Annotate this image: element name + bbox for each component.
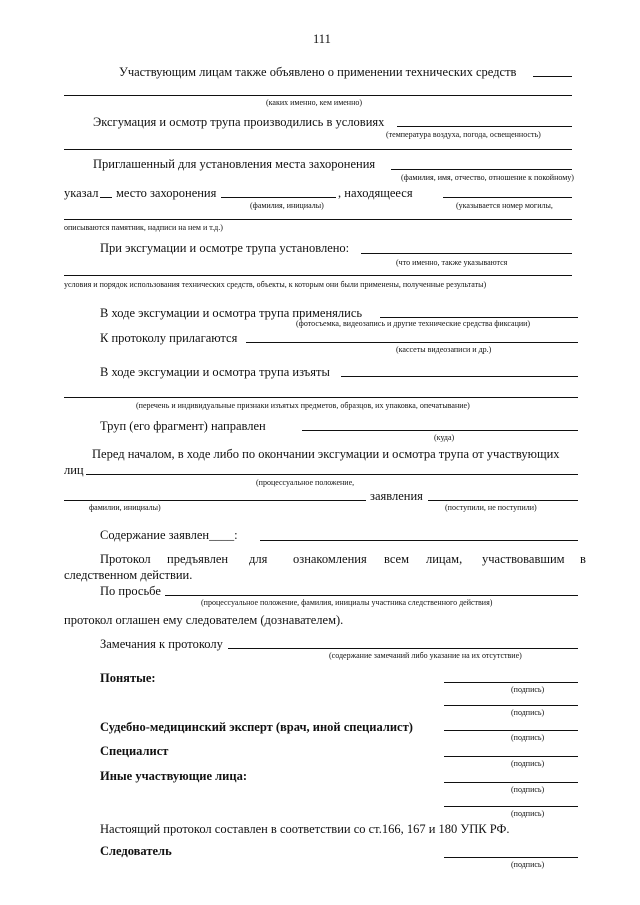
procedural-hint: (процессуальное положение, — [256, 478, 355, 487]
invited-hint: (фамилия, имя, отчество, отношение к покойному) — [401, 173, 574, 182]
presented-word: ознакомления — [293, 552, 367, 566]
request-label: По просьбе — [100, 584, 161, 598]
burial-place-label: место захоронения — [116, 186, 217, 200]
content-line[interactable] — [260, 540, 578, 541]
witness-2-signature-line[interactable] — [444, 705, 578, 706]
statement-names-line[interactable] — [64, 500, 366, 501]
attached-text: К протоколу прилагаются — [100, 331, 238, 345]
statements-line[interactable] — [428, 500, 578, 501]
presented-word: предъявлен — [167, 552, 229, 566]
remarks-hint: (содержание замечаний либо указание на их отсутствие) — [329, 651, 522, 660]
seized-text: В ходе эксгумации и осмотра трупа изъяты — [100, 365, 330, 379]
participants-line[interactable] — [533, 76, 572, 77]
others-label: Иные участвующие лица: — [100, 769, 247, 783]
witnesses-label: Понятые: — [100, 671, 156, 685]
participants-hint: (каких именно, кем именно) — [266, 98, 363, 107]
attached-line[interactable] — [246, 342, 578, 343]
seized-line[interactable] — [341, 376, 578, 377]
sent-hint: (куда) — [434, 433, 455, 442]
applied-line[interactable] — [380, 317, 578, 318]
sent-line[interactable] — [302, 430, 578, 431]
remarks-line[interactable] — [228, 648, 578, 649]
signature-hint: (подпись) — [511, 733, 545, 742]
pointed-label: указал — [64, 186, 99, 200]
before-text: Перед началом, в ходе либо по окончании эксгумации и осмотра трупа от участвующих — [92, 447, 560, 461]
request-line[interactable] — [165, 595, 578, 596]
established-text: При эксгумации и осмотре трупа установлено: — [100, 241, 350, 255]
read-text: протокол оглашен ему следователем (дознавателем). — [64, 613, 344, 627]
conditions-line[interactable] — [397, 126, 572, 127]
signature-hint: (подпись) — [511, 685, 545, 694]
persons-label: лиц — [64, 463, 84, 477]
located-label: , находящееся — [338, 186, 413, 200]
expert-label: Судебно-медицинский эксперт (врач, иной специалист) — [100, 720, 413, 734]
remarks-label: Замечания к протоколу — [100, 637, 223, 651]
page-number: 111 — [313, 32, 331, 46]
specialist-signature-line[interactable] — [444, 756, 578, 757]
monuments-hint: описываются памятник, надписи на нем и т.д.) — [64, 223, 223, 232]
expert-signature-line[interactable] — [444, 730, 578, 731]
presented-word: лицам, — [426, 552, 463, 566]
grave-line[interactable] — [64, 219, 572, 220]
conditions-line-2[interactable] — [64, 149, 572, 150]
invited-line[interactable] — [391, 169, 572, 170]
signature-hint: (подпись) — [511, 860, 545, 869]
names-hint: фамилии, инициалы) — [89, 503, 161, 512]
specialist-label: Специалист — [100, 744, 169, 758]
seized-hint: (перечень и индивидуальные признаки изъятых предметов, образцов, их упаковка, опечатывание) — [136, 401, 470, 410]
attached-hint: (кассеты видеозаписи и др.) — [396, 345, 492, 354]
presented-word: в — [580, 552, 586, 566]
witness-1-signature-line[interactable] — [444, 682, 578, 683]
others-2-signature-line[interactable] — [444, 806, 578, 807]
presented-word: для — [249, 552, 268, 566]
others-1-signature-line[interactable] — [444, 782, 578, 783]
pointed-ending-line[interactable] — [100, 197, 112, 198]
investigator-label: Следователь — [100, 844, 172, 858]
applied-text: В ходе эксгумации и осмотра трупа применялись — [100, 306, 363, 320]
established-line[interactable] — [361, 253, 572, 254]
established-hint: (что именно, также указываются — [396, 258, 508, 267]
received-hint: (поступили, не поступили) — [445, 503, 537, 512]
signature-hint: (подпись) — [511, 759, 545, 768]
content-text: Содержание заявлен____: — [100, 528, 238, 542]
signature-hint: (подпись) — [511, 708, 545, 717]
established-line-2[interactable] — [64, 275, 572, 276]
participants-line-2[interactable] — [64, 95, 572, 96]
burial-place-line[interactable] — [221, 197, 336, 198]
conditions-hint: (температура воздуха, погода, освещенность) — [386, 130, 541, 139]
seized-line-2[interactable] — [64, 397, 578, 398]
sent-text: Труп (его фрагмент) направлен — [100, 419, 266, 433]
investigative-action: следственном действии. — [64, 568, 193, 582]
applied-hint: (фотосъемка, видеозапись и другие технические средства фиксации) — [296, 319, 531, 328]
signature-hint: (подпись) — [511, 785, 545, 794]
participants-text: Участвующим лицам также объявлено о применении технических средств — [119, 65, 517, 79]
presented-word: участвовавшим — [482, 552, 565, 566]
located-line[interactable] — [443, 197, 572, 198]
investigator-signature-line[interactable] — [444, 857, 578, 858]
presented-word: всем — [384, 552, 409, 566]
composed-text: Настоящий протокол составлен в соответствии со ст.166, 167 и 180 УПК РФ. — [100, 822, 510, 836]
conditions-text: Эксгумация и осмотр трупа производились в условиях — [93, 115, 385, 129]
grave-number-hint: (указывается номер могилы, — [456, 201, 553, 210]
conditions-usage-hint: условия и порядок использования технических средств, объекты, к которым они были применены, полученные результаты) — [64, 280, 487, 289]
initials-hint: (фамилия, инициалы) — [250, 201, 324, 210]
request-hint: (процессуальное положение, фамилия, инициалы участника следственного действия) — [201, 598, 493, 607]
invited-text: Приглашенный для установления места захоронения — [93, 157, 376, 171]
signature-hint: (подпись) — [511, 809, 545, 818]
persons-line[interactable] — [86, 474, 578, 475]
statements-label: заявления — [370, 489, 423, 503]
presented-word: Протокол — [100, 552, 151, 566]
